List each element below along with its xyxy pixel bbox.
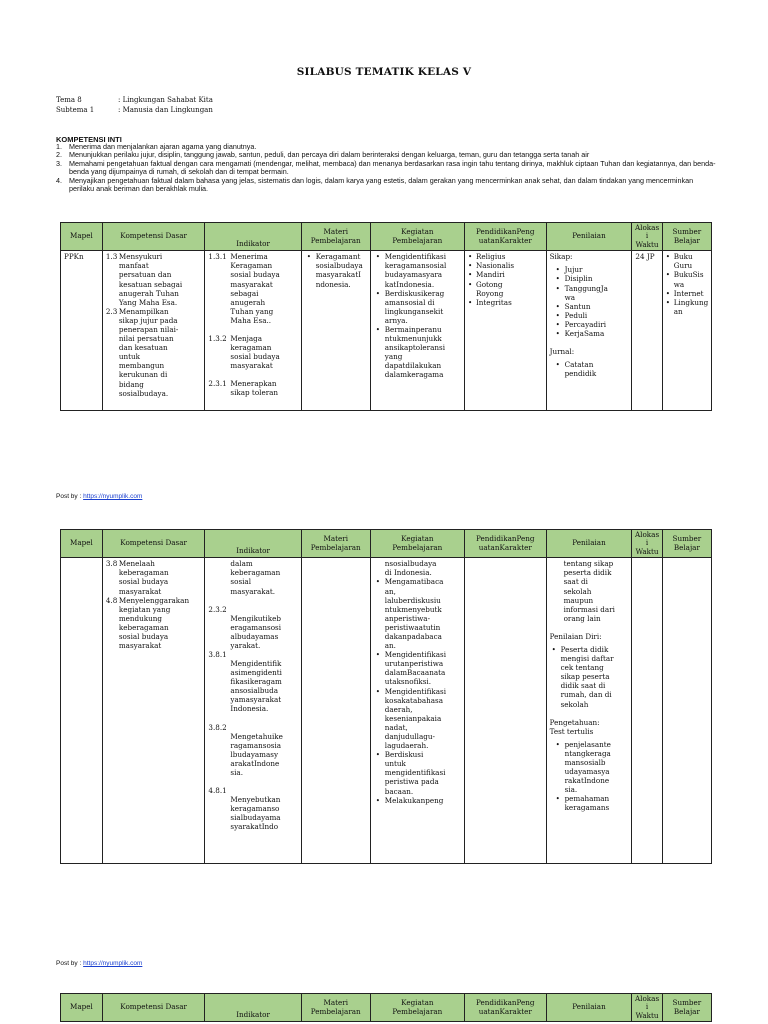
table-header-row [61, 223, 712, 251]
header-alokasi: Alokas i Waktu [632, 994, 662, 1022]
header-karakter: PendidikanPeng uatanKarakter [464, 223, 546, 251]
list-item: • Peserta didik mengisi daftar cek tentang sikap peserta didik saat di rumah, dan di sekolah [550, 645, 629, 709]
penilaian-heading: Sikap: [549, 252, 573, 262]
list-item: • penjelasante ntangkeraga mansosialb udayamasya rakatIndone sia. [554, 740, 629, 795]
list-item: • Buku Guru [666, 252, 708, 270]
list-item: • Mandiri [468, 270, 543, 279]
list-item: • Lingkung an [666, 298, 708, 316]
list-item: • Internet [666, 289, 708, 298]
ki-item: 1. Menerima dan menjalankan ajaran agama yang dianutnya. [56, 142, 257, 151]
meta-subtema [56, 105, 213, 115]
cell-penilaian [546, 251, 632, 411]
table-row [61, 251, 712, 411]
list-item: • Keragamant sosialbudaya masyarakatI ndonesia. [305, 252, 367, 288]
header-materi: Materi Pembelajaran [301, 530, 370, 558]
list-item: • Santun [554, 302, 629, 311]
syllabus-table-2 [60, 529, 712, 864]
list-item: • Peduli [554, 311, 629, 320]
table-header-row [61, 994, 712, 1022]
cell-materi [301, 251, 370, 411]
header-materi: Materi Pembelajaran [301, 223, 370, 251]
header-sumber: Sumber Belajar [662, 530, 711, 558]
header-kd: Kompetensi Dasar [102, 994, 205, 1022]
syllabus-table-1 [60, 222, 712, 411]
penilaian-heading: Penilaian Diri: [549, 631, 602, 641]
cell-mapel: PPKn [61, 251, 103, 411]
header-indikator: Indikator [205, 994, 301, 1022]
cell-kd: 3.8 Menelaah keberagaman sosial budaya masyarakat 4.8 Menyelenggarakan kegiatan yang mendukung keberagaman sosial budaya masyarakat [102, 558, 205, 864]
cell-indikator: 1.3.1 Menerima Keragaman sosial budaya masyarakat sebagai anugerah Tuhan yang Maha Esa.. 1.3.2 Menjaga keragaman sosial budaya masyarakat 2.3.1 Menerapkan sikap toleran [205, 251, 301, 411]
cell-kegiatan: nsosialbudaya di Indonesia. • Mengamatibaca an, laluberdiskusiu ntukmenyebutk anperistiwa- peristiwaatutin dakanpadabaca an. • Mengidentifikasi urutanperistiwa dalamBacaanata utaksnofiksi. • Mengidentifikasi kosakatabahasa daerah, kesenianpakaia nadat, danjudullagu- lagudaerah. • Berdiskusi untuk mengidentifikasi peristiwa pada bacaan. • Melakukanpeng [370, 558, 464, 864]
header-materi: Materi Pembelajaran [301, 994, 370, 1022]
header-mapel: Mapel [61, 223, 103, 251]
cell-alokasi: 24 JP [632, 251, 662, 411]
list-item: • Berdiskusi untuk mengidentifikasi peristiwa pada bacaan. [374, 750, 461, 795]
table-row [61, 558, 712, 864]
list-item: • TanggungJa wa [554, 284, 629, 302]
cell-mapel [61, 558, 103, 864]
list-item: • Jujur [554, 265, 629, 274]
list-item: • Integritas [468, 298, 543, 307]
post-link[interactable]: https://nyumplik.com [83, 493, 143, 500]
list-item: • Berdiskusikerag amansosial di lingkungansekit arnya. [374, 289, 461, 325]
list-item: • Religius [468, 252, 543, 261]
header-sumber: Sumber Belajar [662, 223, 711, 251]
penilaian-heading: Jurnal: [549, 347, 575, 357]
header-kegiatan: Kegiatan Pembelajaran [370, 223, 464, 251]
list-item: • Percayadiri [554, 320, 629, 329]
ki-item: 2. Menunjukkan perilaku jujur, disiplin, tanggung jawab, santun, peduli, dan percaya diri dalam berinteraksi dengan keluarga, teman, guru dan tetangga serta tanah air [56, 150, 590, 160]
header-mapel: Mapel [61, 994, 103, 1022]
list-item: • Bermainperanu ntukmenunjukk ansikaptoleransi yang dapatdilakukan dalamkeragama [374, 325, 461, 380]
header-kegiatan: Kegiatan Pembelajaran [370, 994, 464, 1022]
cell-karakter [464, 558, 546, 864]
list-item: • Catatan pendidik [554, 360, 629, 378]
meta-value: : Manusia dan Lingkungan [118, 106, 213, 114]
ki-item: 4. Menyajikan pengetahuan faktual dalam bahasa yang jelas, sistematis dan logis, dalam karya yang estetis, dalam gerakan yang mencerminkan anak sehat, dan dalam tindakan yang mencerminkan perilaku anak beriman dan berakhlak mulia. [56, 175, 694, 194]
list-item: • BukuSis wa [666, 270, 708, 288]
list-item: • Melakukanpeng [374, 796, 461, 805]
list-item: • Mengidentifikasi urutanperistiwa dalamBacaanata utaksnofiksi. [374, 650, 461, 686]
cell-materi [301, 558, 370, 864]
cell-alokasi [632, 558, 662, 864]
meta-key: Tema 8 [56, 96, 82, 104]
post-credit: Post by : https://nyumplik.com [56, 493, 143, 500]
header-kd: Kompetensi Dasar [102, 223, 205, 251]
meta-value: : Lingkungan Sahabat Kita [118, 96, 213, 104]
list-item: • Disiplin [554, 274, 629, 283]
document-title: SILABUS TEMATIK KELAS V [296, 66, 472, 78]
cell-kegiatan [370, 251, 464, 411]
header-karakter: PendidikanPeng uatanKarakter [464, 994, 546, 1022]
header-penilaian: Penilaian [546, 530, 632, 558]
list-item: • Mengidentifikasi keragamansosial budayamasyara katIndonesia. [374, 252, 461, 288]
list-item: • Mengidentifikasi kosakatabahasa daerah, kesenianpakaia nadat, danjudullagu- lagudaerah. [374, 687, 461, 751]
meta-key: Subtema 1 [56, 106, 95, 114]
header-indikator: Indikator [205, 223, 301, 251]
list-item: • pemahaman keragamans [554, 794, 629, 812]
ki-item: 3. Memahami pengetahuan faktual dengan cara mengamati (mendengar, melihat, membaca) dan menanya berdasarkan rasa ingin tahu tentang dirinya, makhluk ciptaan Tuhan dan kegiatannya, dan benda-benda yang dijumpainya di rumah, di sekolah dan di tempat bermain. [56, 158, 716, 177]
syllabus-table-3 [60, 993, 712, 1022]
penilaian-heading: Pengetahuan: Test tertulis [549, 717, 600, 736]
cell-penilaian: tentang sikap peserta didik saat di sekolah maupun informasi dari orang lain Penilaian Diri: • Peserta didik mengisi daftar cek tentang sikap peserta didik saat di rumah, dan di sekolah Pengetahuan: Test tertulis • penjelasante ntangkeraga mansosialb udayamasya rakatIndone sia. • pemahaman keragamans [546, 558, 632, 864]
header-penilaian: Penilaian [546, 223, 632, 251]
header-sumber: Sumber Belajar [662, 994, 711, 1022]
ki-heading: KOMPETENSI INTI [56, 135, 122, 144]
cell-sumber [662, 558, 711, 864]
cell-sumber [662, 251, 711, 411]
list-item: • Nasionalis [468, 261, 543, 270]
header-alokasi: Alokas i Waktu [632, 223, 662, 251]
cell-indikator: dalam keberagaman sosial masyarakat. 2.3.2 Mengikutikeb eragamansosi albudayamas yarakat. 3.8.1 Mengidentifik asimengidenti fikasikeragam ansosialbuda yamasyarakat Indonesia. 3.8.2 Mengetahuike ragamansosia lbudayamasy arakatIndone sia. 4.8.1 Menyebutkan keragamanso sialbudayama syarakatIndo [205, 558, 301, 864]
header-alokasi: Alokas i Waktu [632, 530, 662, 558]
cell-kd: 1.3 Mensyukuri manfaat persatuan dan kesatuan sebagai anugerah Tuhan Yang Maha Esa. 2.3 Menampilkan sikap jujur pada penerapan nilai- nilai persatuan dan kesatuan untuk membangun kerukunan di bidang sosialbudaya. [102, 251, 205, 411]
table-header-row [61, 530, 712, 558]
header-penilaian: Penilaian [546, 994, 632, 1022]
post-link[interactable]: https://nyumplik.com [83, 960, 143, 967]
meta-tema [56, 95, 213, 105]
list-item: • Gotong Royong [468, 280, 543, 298]
header-mapel: Mapel [61, 530, 103, 558]
header-indikator: Indikator [205, 530, 301, 558]
list-item: • KerjaSama [554, 329, 629, 338]
header-kd: Kompetensi Dasar [102, 530, 205, 558]
header-kegiatan: Kegiatan Pembelajaran [370, 530, 464, 558]
ki-list [56, 143, 716, 193]
list-item: • Mengamatibaca an, laluberdiskusiu ntukmenyebutk anperistiwa- peristiwaatutin dakanpadabaca an. [374, 577, 461, 650]
cell-karakter [464, 251, 546, 411]
post-credit: Post by : https://nyumplik.com [56, 960, 143, 967]
header-karakter: PendidikanPeng uatanKarakter [464, 530, 546, 558]
